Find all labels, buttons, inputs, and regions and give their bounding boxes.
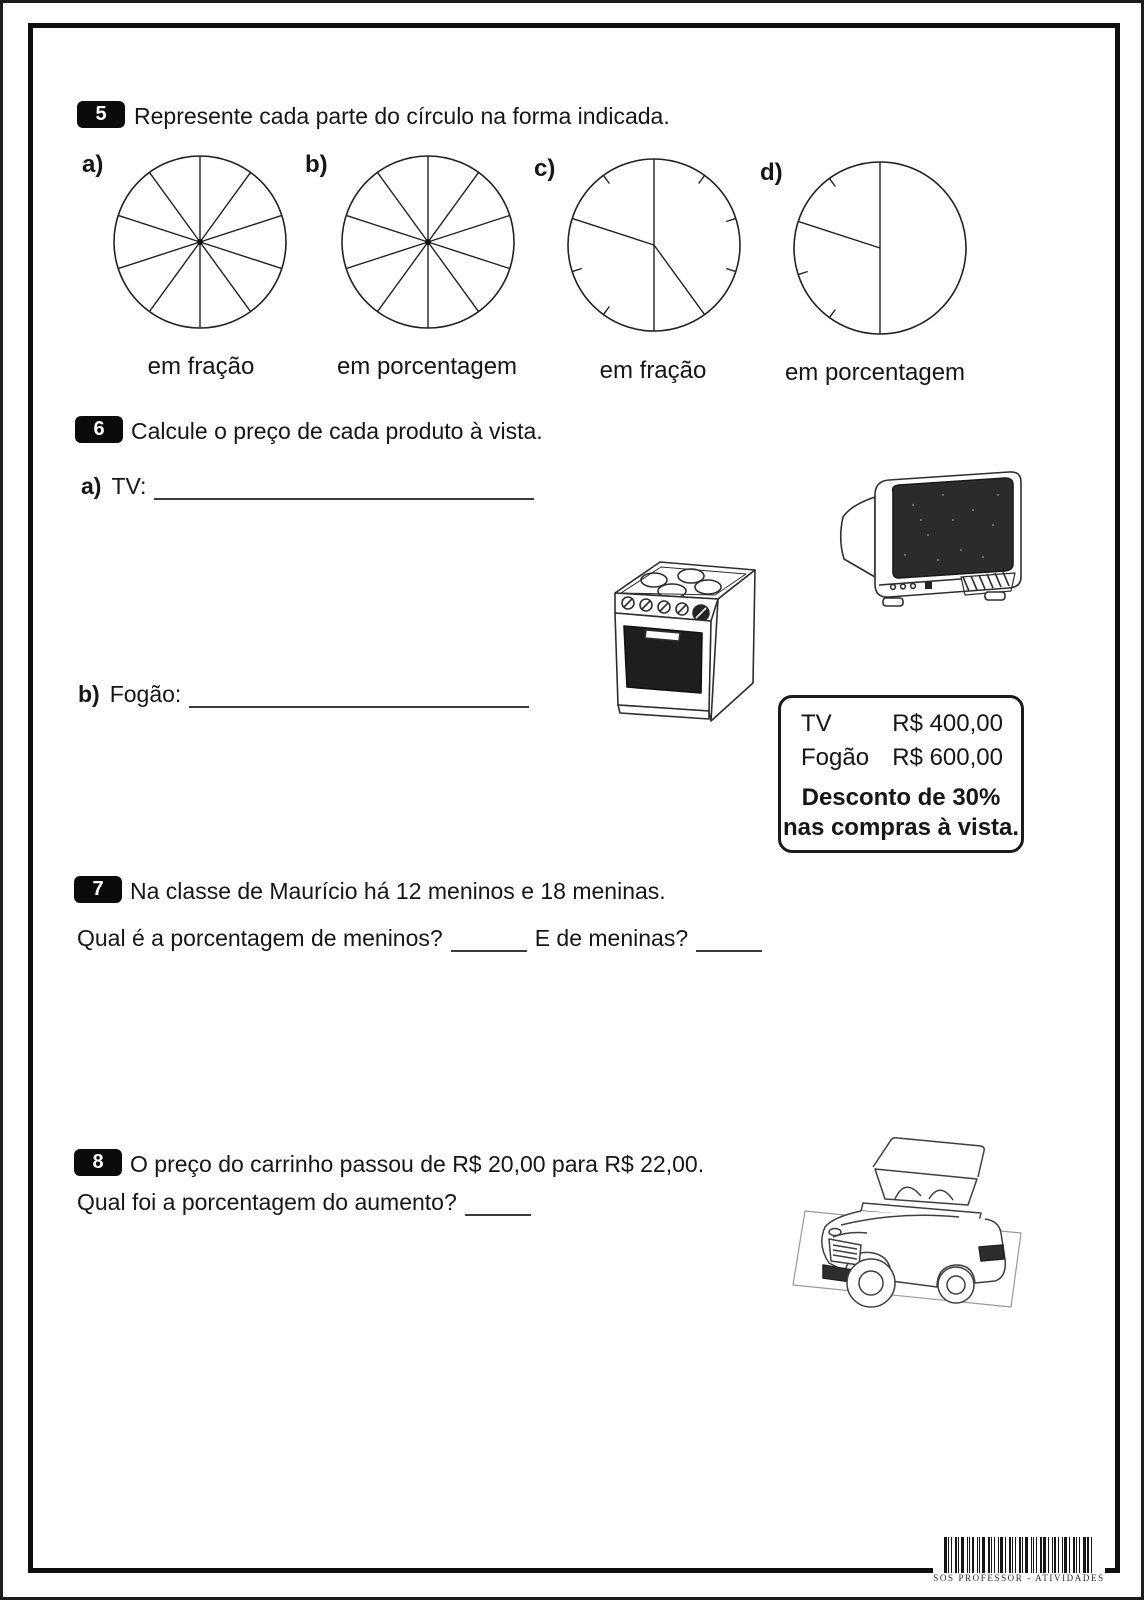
circle-a-caption: em fração — [147, 353, 255, 380]
question-7-girls-label: E de meninas? — [534, 925, 689, 951]
question-8-number: 8 — [92, 1151, 104, 1173]
circle-c-caption: em fração — [599, 357, 707, 384]
tv-answer-row — [81, 473, 542, 500]
question-6-prompt: Calcule o preço de cada produto à vista. — [131, 418, 543, 444]
question-8-line2 — [77, 1189, 539, 1216]
price-box — [778, 695, 1024, 853]
item-b-letter: b) — [78, 681, 100, 707]
barcode — [933, 1537, 1105, 1573]
price-box-fogao-price: R$ 600,00 — [892, 744, 1003, 771]
question-6-number: 6 — [93, 418, 105, 440]
question-7-line2 — [77, 925, 770, 952]
question-7-badge — [74, 876, 122, 903]
fogao-answer-row — [78, 681, 537, 708]
girls-percentage-blank[interactable] — [696, 930, 762, 952]
question-8-badge — [74, 1149, 122, 1176]
discount-note-line2: nas compras à vista. — [782, 814, 1020, 841]
increase-percentage-blank[interactable] — [465, 1194, 531, 1216]
price-box-tv-price: R$ 400,00 — [892, 710, 1003, 737]
question-7-boys-label: Qual é a porcentagem de meninos? — [77, 925, 443, 951]
question-5-prompt: Represente cada parte do círculo na forma indicada. — [134, 103, 670, 129]
circle-d-caption: em porcentagem — [784, 359, 966, 386]
circle-diagram-d[interactable] — [791, 159, 969, 337]
circle-a-letter: a) — [82, 151, 104, 178]
question-5-number: 5 — [95, 103, 107, 125]
toy-car-illustration — [789, 1133, 1039, 1321]
circle-d-letter: d) — [760, 159, 783, 186]
barcode-panel — [933, 1535, 1105, 1595]
question-8-increase-label: Qual foi a porcentagem do aumento? — [77, 1189, 457, 1215]
item-b-label: Fogão: — [109, 681, 182, 707]
circle-b-letter: b) — [305, 151, 328, 178]
boys-percentage-blank[interactable] — [451, 930, 527, 952]
tv-answer-blank[interactable] — [154, 478, 534, 500]
question-8-line1: O preço do carrinho passou de R$ 20,00 para R$ 22,00. — [130, 1151, 705, 1177]
fogao-answer-blank[interactable] — [189, 686, 529, 708]
question-7-number: 7 — [92, 878, 104, 900]
item-a-label: TV: — [111, 473, 147, 499]
price-box-tv-name: TV — [801, 710, 832, 737]
circle-diagram-b[interactable] — [339, 153, 517, 331]
circle-b-caption: em porcentagem — [336, 353, 518, 380]
question-7-line1: Na classe de Maurício há 12 meninos e 18 meninas. — [130, 878, 666, 904]
circle-diagram-c[interactable] — [565, 156, 743, 334]
stove-illustration — [588, 531, 756, 723]
question-6-badge — [75, 416, 123, 443]
circle-c-letter: c) — [534, 155, 556, 182]
discount-note-line1: Desconto de 30% — [801, 784, 1001, 811]
item-a-letter: a) — [81, 473, 102, 499]
price-box-fogao-name: Fogão — [801, 744, 870, 771]
circle-diagram-a[interactable] — [111, 153, 289, 331]
barcode-label: SOS PROFESSOR - ATIVIDADES — [933, 1573, 1105, 1583]
tv-illustration — [833, 465, 1029, 625]
question-5-badge — [77, 101, 125, 128]
